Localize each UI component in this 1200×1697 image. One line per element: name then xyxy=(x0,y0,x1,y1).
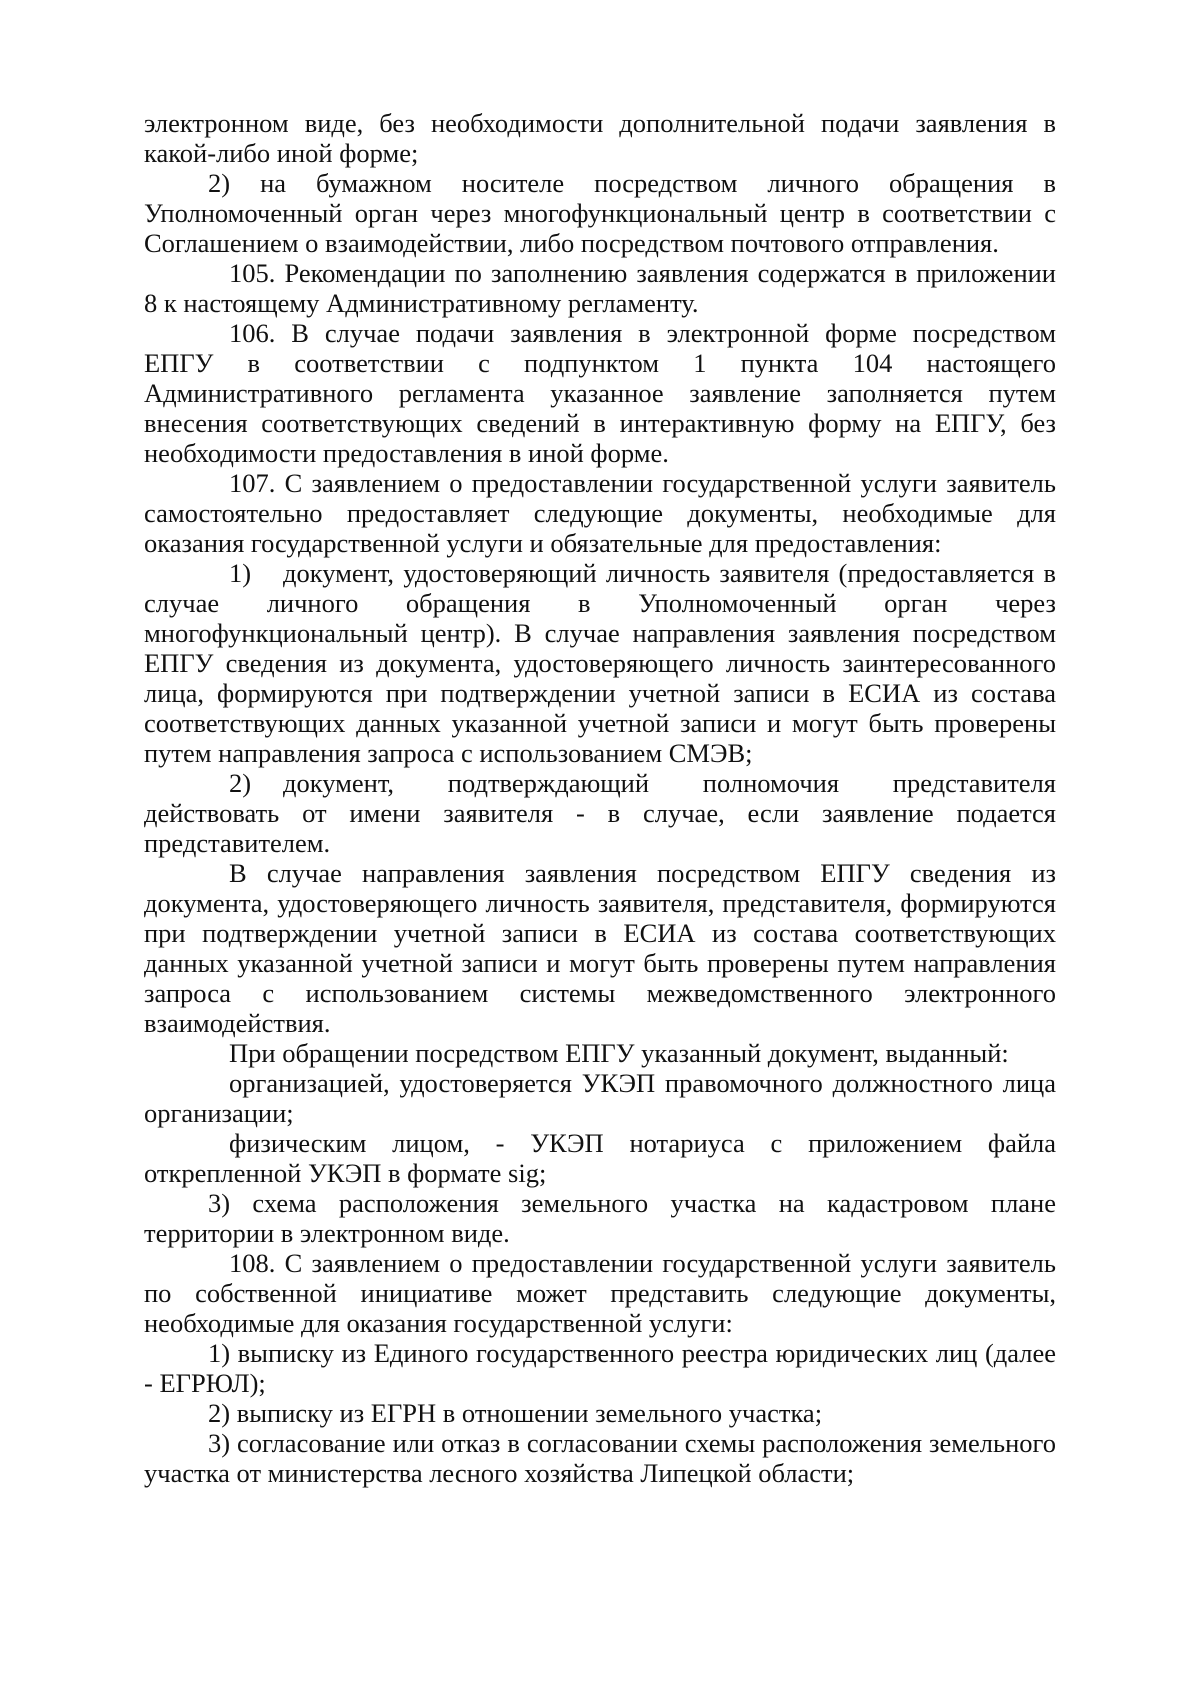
paragraph-108-item-1: 1) выписку из Единого государственного реестра юридических лиц (далее - ЕГРЮЛ); xyxy=(144,1338,1056,1398)
paragraph-107-item-2 xyxy=(144,768,1056,858)
list-number: 1) xyxy=(229,558,252,588)
paragraph-107: 107. С заявлением о предоставлении государственной услуги заявитель самостоятельно предоставляет следующие документы, необходимые для оказания государственной услуги и обязательные для предоставления: xyxy=(144,468,1056,558)
paragraph-epgu-document: При обращении посредством ЕПГУ указанный документ, выданный: xyxy=(229,1038,1009,1068)
list-number: 2) xyxy=(229,768,252,798)
document-page xyxy=(144,108,1056,1488)
paragraph-item-2-paper: 2) на бумажном носителе посредством личного обращения в Уполномоченный орган через многофункциональный центр в соответствии с Соглашением о взаимодействии, либо посредством почтового отправления. xyxy=(144,168,1056,258)
paragraph-108-item-3: 3) согласование или отказ в согласовании схемы расположения земельного участка от министерства лесного хозяйства Липецкой области; xyxy=(144,1428,1056,1488)
paragraph-108: 108. С заявлением о предоставлении государственной услуги заявитель по собственной инициативе может представить следующие документы, необходимые для оказания государственной услуги: xyxy=(144,1248,1056,1338)
paragraph-continuation: электронном виде, без необходимости дополнительной подачи заявления в какой-либо иной форме; xyxy=(144,108,1056,168)
paragraph-107-item-1 xyxy=(144,558,1056,768)
paragraph-105: 105. Рекомендации по заполнению заявления содержатся в приложении 8 к настоящему Административному регламенту. xyxy=(144,258,1056,318)
list-item-text: документ, подтверждающий полномочия представителя действовать от имени заявителя - в случае, если заявление подается представителем. xyxy=(144,768,1056,858)
paragraph-epgu-representative: В случае направления заявления посредством ЕПГУ сведения из документа, удостоверяющего личность заявителя, представителя, формируются при подтверждении учетной записи в ЕСИА из состава соответствующих данных указанной учетной записи и могут быть проверены путем направления запроса с использованием системы межведомственного электронного взаимодействия. xyxy=(144,858,1056,1038)
paragraph-organization: организацией, удостоверяется УКЭП правомочного должностного лица организации; xyxy=(144,1068,1056,1128)
list-item-text: документ, удостоверяющий личность заявителя (предоставляется в случае личного обращения в Уполномоченный орган через многофункциональный центр). В случае направления заявления посредством ЕПГУ сведения из документа, удостоверяющего личность заинтересованного лица, формируются при подтверждении учетной записи в ЕСИА из состава соответствующих данных указанной учетной записи и могут быть проверены путем направления запроса с использованием СМЭВ; xyxy=(144,558,1056,768)
paragraph-106: 106. В случае подачи заявления в электронной форме посредством ЕПГУ в соответствии с подпунктом 1 пункта 104 настоящего Административного регламента указанное заявление заполняется путем внесения соответствующих сведений в интерактивную форму на ЕПГУ, без необходимости предоставления в иной форме. xyxy=(144,318,1056,468)
paragraph-108-item-2: 2) выписку из ЕГРН в отношении земельного участка; xyxy=(208,1398,823,1428)
paragraph-individual: физическим лицом, - УКЭП нотариуса с приложением файла открепленной УКЭП в формате sig; xyxy=(144,1128,1056,1188)
paragraph-item-3-scheme: 3) схема расположения земельного участка на кадастровом плане территории в электронном виде. xyxy=(144,1188,1056,1248)
